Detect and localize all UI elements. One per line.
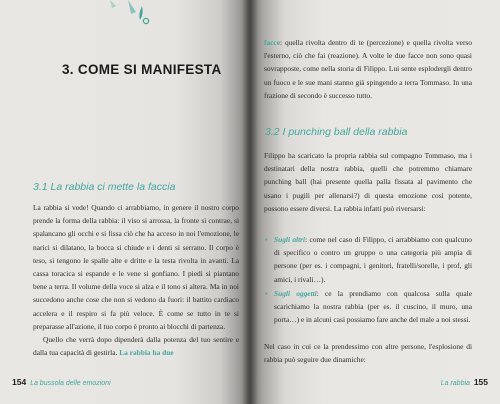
- chapter-title: 3. COME SI MANIFESTA: [62, 62, 222, 77]
- book-gutter-shadow: [242, 0, 258, 404]
- right-footer: [441, 377, 488, 387]
- paragraph: La rabbia si vede! Quando ci arrabbiamo, in genere il nostro corpo prende la forma della rabbia: il viso si arrossa, la fronte si contrae, si spalancano gli occhi e si fissa ciò che ha acceso in noi l'emozione, le narici si dilatano, la bocca si chiude e i denti si serrano. Il corpo è teso, si tengono le spalle alte e dritte e la testa rivolta in avanti. La cassa toracica si espande e le vene si gonfiano. I piedi si piantano bene a terra. Il volume della voce si alza e il tono si altera. Ma in noi succedono anche cose che non si vedono da fuori: il battito cardiaco accelera e il respiro si fa più veloce. È come se tutto in te si preparasse all'azione, il tuo corpo è pronto ai blocchi di partenza.: [33, 203, 239, 331]
- bullet-term: Sugli oggetti: [274, 288, 317, 298]
- bullet-icon: •: [265, 235, 268, 244]
- right-bottom-text: [264, 340, 472, 366]
- section-title-3-1: 3.1 La rabbia ci mette la faccia: [33, 181, 176, 193]
- list-item: [264, 233, 472, 286]
- paragraph: [264, 36, 472, 102]
- left-body-text: [33, 201, 239, 359]
- list-item: [264, 287, 472, 327]
- leaf-ornament: [98, 0, 168, 28]
- paragraph: Nel caso in cui ce la prendessimo con altre persone, l'esplosione di rabbia può seguire due dinamiche:: [264, 342, 472, 365]
- running-head: La rabbia: [440, 380, 470, 387]
- paragraph: [33, 333, 239, 359]
- highlight-phrase: La rabbia ha due: [119, 348, 174, 358]
- section-title-3-2: 3.2 I punching ball della rabbia: [265, 126, 408, 138]
- bullet-list: [264, 233, 472, 327]
- paragraph-text: : quella rivolta dentro di te (percezione) e quella rivolta verso l'esterno, ciò che fai (reazione). A volte le due facce non sono quasi sovrapposte, come nella storia di Filippo. Lui sente esplodergli dentro un fuoco e le sue mani stanno già spingendo a terra Tommaso. In una frazione di secondo è successo tutto.: [264, 38, 472, 100]
- running-head: La bussola delle emozioni: [30, 380, 111, 387]
- bullet-term: Sugli altri: [274, 235, 306, 244]
- bullet-text: : come nel caso di Filippo, ci arrabbiamo con qualcuno di specifico o contro un gruppo o una categoria più ampia di persone (per es. i compagni, i genitori, fratelli/sorelle, i prof, gli amici, i rivali…).: [274, 235, 472, 284]
- right-top-text: [264, 36, 472, 102]
- right-mid-text: [264, 149, 472, 215]
- page-number: 154: [12, 377, 27, 387]
- left-footer: [12, 377, 111, 387]
- paragraph-text: Quello che verrà dopo dipenderà dalla potenza del tuo sentire e dalla tua capacità di gestirla.: [33, 335, 239, 358]
- paragraph: Filippo ha scaricato la propria rabbia sul compagno Tommaso, ma i destinatari della nostra rabbia, quelli che potremmo chiamare punching ball (hai presente quella palla fissata al pavimento che usano i pugili per allenarsi?) di questa emozione così potente, possono essere diversi. La rabbia infatti può riversarsi:: [264, 151, 472, 213]
- bullet-icon: •: [265, 288, 268, 298]
- bullet-text: : ce la prendiamo con qualcosa sulla quale scarichiamo la nostra rabbia (per es. il cuscino, il muro, una porta…) e in alcuni casi possiamo fare anche del male a noi stessi.: [274, 288, 472, 325]
- highlight-word: facce: [264, 38, 280, 47]
- page-number: 155: [473, 377, 488, 387]
